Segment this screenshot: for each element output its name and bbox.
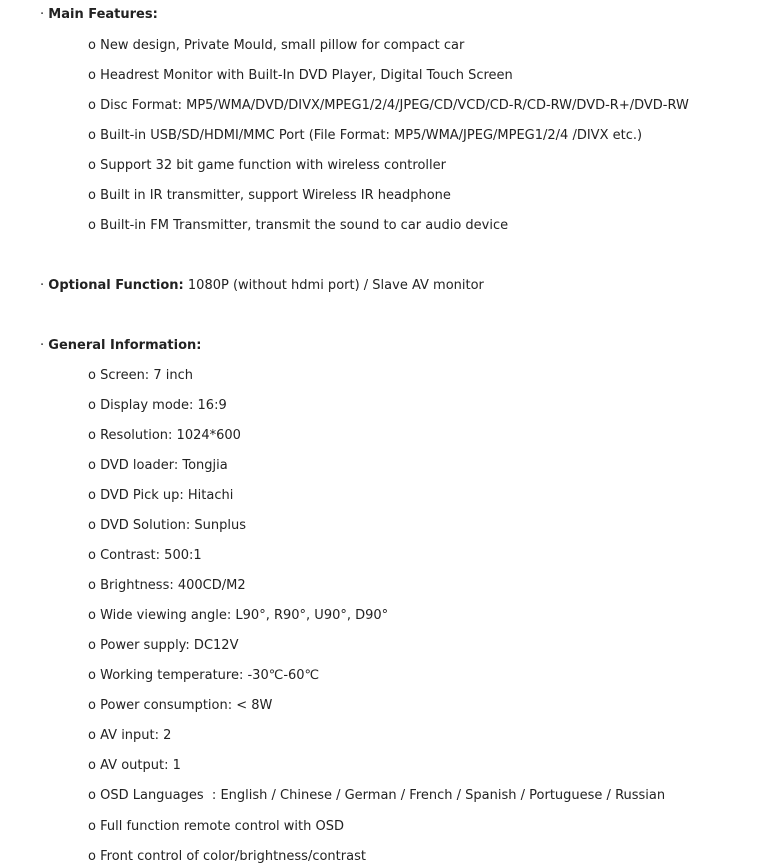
spec-text: Front control of color/brightness/contrast: [100, 849, 366, 864]
list-item: [88, 457, 228, 475]
item-marker: o: [88, 608, 96, 623]
list-item: [88, 217, 508, 235]
section-bullet: ·: [40, 7, 45, 22]
list-item: [88, 667, 319, 685]
feature-text: Built-in USB/SD/HDMI/MMC Port (File Format: MP5/WMA/JPEG/MPEG1/2/4 /DIVX etc.): [100, 128, 643, 143]
list-item: [88, 187, 451, 205]
feature-text: Support 32 bit game function with wireless controller: [100, 158, 446, 173]
list-item: [88, 848, 366, 866]
list-item: [88, 607, 388, 625]
list-item: [88, 97, 689, 115]
spec-text: Power supply: DC12V: [100, 638, 239, 653]
list-item: [88, 397, 227, 415]
spec-text: DVD Solution: Sunplus: [100, 518, 247, 533]
spec-text: Resolution: 1024*600: [100, 428, 241, 443]
list-item: [88, 757, 181, 775]
item-marker: o: [88, 849, 96, 864]
item-marker: o: [88, 98, 96, 113]
item-marker: o: [88, 38, 96, 53]
spec-text: Screen: 7 inch: [100, 368, 193, 383]
spec-text: Display mode: 16:9: [100, 398, 227, 413]
item-marker: o: [88, 68, 96, 83]
item-marker: o: [88, 728, 96, 743]
list-item: [88, 577, 246, 595]
general-information-heading: General Information:: [48, 338, 202, 353]
spec-text: Power consumption: < 8W: [100, 698, 273, 713]
spec-text: AV input: 2: [100, 728, 172, 743]
item-marker: o: [88, 668, 96, 683]
spec-text: DVD loader: Tongjia: [100, 458, 228, 473]
main-features-heading-line: [40, 6, 158, 24]
list-item: [88, 67, 513, 85]
item-marker: o: [88, 158, 96, 173]
list-item: [88, 818, 344, 836]
spec-text: Working temperature: -30℃-60℃: [100, 668, 320, 683]
item-marker: o: [88, 518, 96, 533]
list-item: [88, 727, 171, 745]
item-marker: o: [88, 218, 96, 233]
optional-function-line: [40, 277, 484, 295]
spec-text: AV output: 1: [100, 758, 181, 773]
list-item: [88, 367, 193, 385]
item-marker: o: [88, 788, 96, 803]
list-item: [88, 637, 238, 655]
spec-text: Full function remote control with OSD: [100, 819, 345, 834]
spec-text: Wide viewing angle: L90°, R90°, U90°, D90°: [100, 608, 389, 623]
feature-text: Disc Format: MP5/WMA/DVD/DIVX/MPEG1/2/4/JPEG/CD/VCD/CD-R/CD-RW/DVD-R+/DVD-RW: [100, 98, 689, 113]
list-item: [88, 547, 202, 565]
list-item: [88, 697, 272, 715]
list-item: [88, 427, 241, 445]
spec-text: OSD Languages : English / Chinese / German / French / Spanish / Portuguese / Russian: [100, 788, 666, 803]
item-marker: o: [88, 488, 96, 503]
item-marker: o: [88, 128, 96, 143]
list-item: [88, 37, 464, 55]
spec-text: Brightness: 400CD/M2: [100, 578, 246, 593]
item-marker: o: [88, 819, 96, 834]
list-item: [88, 127, 642, 145]
section-bullet: ·: [40, 338, 45, 353]
list-item: [88, 157, 446, 175]
main-features-heading: Main Features:: [48, 7, 158, 22]
item-marker: o: [88, 428, 96, 443]
list-item: [88, 487, 233, 505]
general-information-heading-line: [40, 337, 201, 355]
item-marker: o: [88, 368, 96, 383]
feature-text: Built-in FM Transmitter, transmit the sound to car audio device: [100, 218, 509, 233]
feature-text: New design, Private Mould, small pillow for compact car: [100, 38, 465, 53]
item-marker: o: [88, 548, 96, 563]
feature-text: Built in IR transmitter, support Wireless IR headphone: [100, 188, 451, 203]
item-marker: o: [88, 698, 96, 713]
optional-function-value: 1080P (without hdmi port) / Slave AV monitor: [187, 278, 484, 293]
item-marker: o: [88, 758, 96, 773]
item-marker: o: [88, 578, 96, 593]
list-item: [88, 517, 246, 535]
item-marker: o: [88, 458, 96, 473]
item-marker: o: [88, 398, 96, 413]
list-item: [88, 787, 665, 805]
feature-text: Headrest Monitor with Built-In DVD Player, Digital Touch Screen: [100, 68, 513, 83]
spec-text: DVD Pick up: Hitachi: [100, 488, 234, 503]
item-marker: o: [88, 638, 96, 653]
item-marker: o: [88, 188, 96, 203]
section-bullet: ·: [40, 278, 45, 293]
spec-text: Contrast: 500:1: [100, 548, 202, 563]
optional-function-heading: Optional Function:: [48, 278, 184, 293]
